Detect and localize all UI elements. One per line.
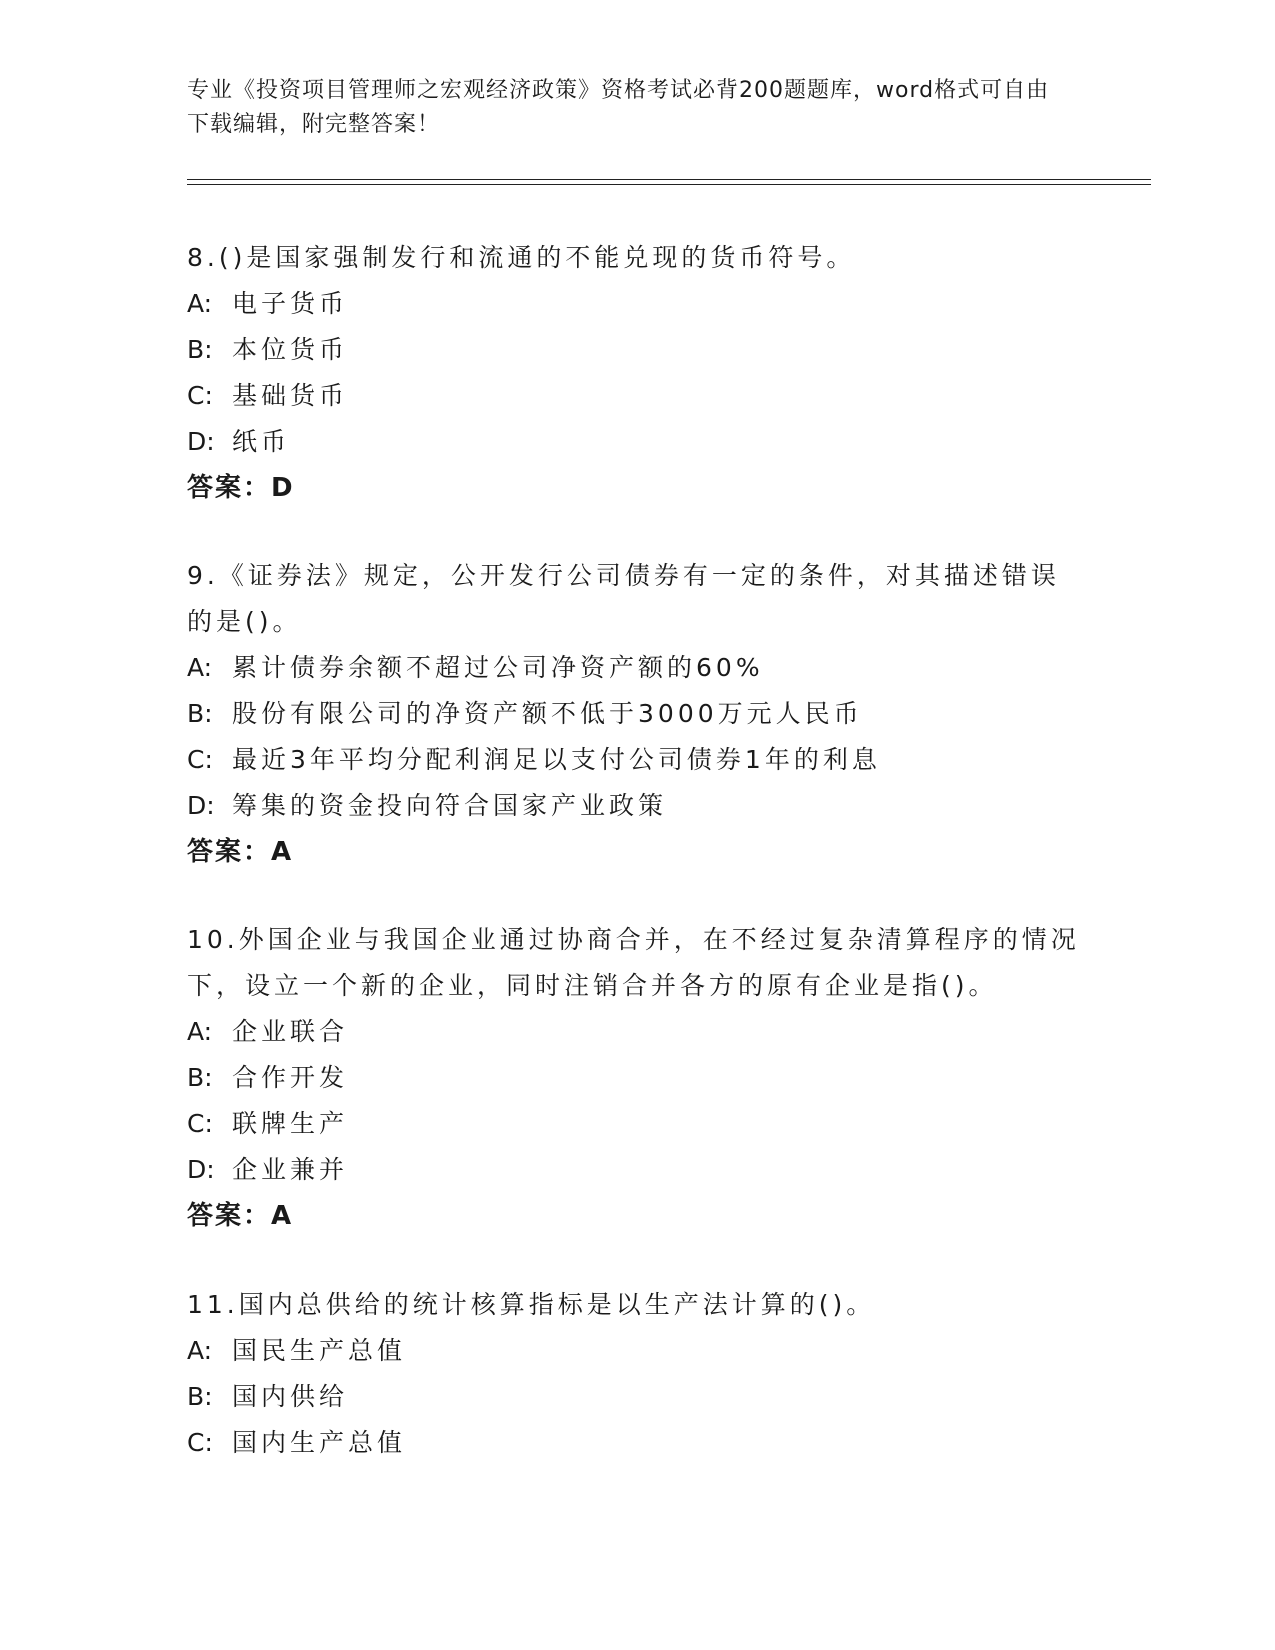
header-divider <box>187 179 1151 180</box>
option-d <box>187 1147 1087 1193</box>
option-c <box>187 373 1087 419</box>
option-letter: D: <box>187 427 215 456</box>
option-letter: B: <box>187 1063 213 1092</box>
document-header: 专业《投资项目管理师之宏观经济政策》资格考试必背200题题库，word格式可自由下载编辑，附完整答案！ <box>187 78 1050 137</box>
option-a <box>187 1009 1087 1055</box>
option-letter: D: <box>187 791 215 820</box>
option-letter: A: <box>187 1017 213 1046</box>
option-letter: A: <box>187 289 213 318</box>
option-b <box>187 691 1087 737</box>
option-d <box>187 419 1087 465</box>
option-text: 国内供给 <box>232 1382 349 1411</box>
option-text: 筹集的资金投向符合国家产业政策 <box>232 791 668 820</box>
option-text: 纸币 <box>232 427 291 456</box>
question-stem: 11.国内总供给的统计核算指标是以生产法计算的()。 <box>187 1290 876 1319</box>
question-stem: 8.()是国家强制发行和流通的不能兑现的货币符号。 <box>187 243 856 272</box>
option-a <box>187 281 1087 327</box>
option-letter: C: <box>187 1428 213 1457</box>
option-letter: C: <box>187 1109 213 1138</box>
option-text: 累计债券余额不超过公司净资产额的60% <box>232 653 764 682</box>
option-letter: B: <box>187 335 213 364</box>
option-letter: A: <box>187 653 213 682</box>
option-letter: D: <box>187 1155 215 1184</box>
option-text: 国民生产总值 <box>232 1336 407 1365</box>
option-c <box>187 1420 1087 1466</box>
question-item <box>187 553 1087 875</box>
option-text: 股份有限公司的净资产额不低于3000万元人民币 <box>232 699 863 728</box>
option-c <box>187 1101 1087 1147</box>
answer-line: 答案：D <box>187 473 295 503</box>
option-text: 基础货币 <box>232 381 349 410</box>
option-c <box>187 737 1087 783</box>
question-stem: 9.《证券法》规定，公开发行公司债券有一定的条件，对其描述错误的是()。 <box>187 561 1060 636</box>
option-b <box>187 327 1087 373</box>
option-text: 联牌生产 <box>232 1109 349 1138</box>
option-a <box>187 1328 1087 1374</box>
option-a <box>187 645 1087 691</box>
option-letter: B: <box>187 1382 213 1411</box>
option-text: 企业兼并 <box>232 1155 349 1184</box>
option-text: 本位货币 <box>232 335 349 364</box>
question-item <box>187 917 1087 1239</box>
question-item <box>187 1282 1087 1466</box>
question-item <box>187 235 1087 511</box>
option-letter: B: <box>187 699 213 728</box>
option-b <box>187 1374 1087 1420</box>
option-d <box>187 783 1087 829</box>
option-letter: A: <box>187 1336 213 1365</box>
header-divider <box>187 184 1151 185</box>
option-b <box>187 1055 1087 1101</box>
answer-line: 答案：A <box>187 837 294 867</box>
option-letter: C: <box>187 745 213 774</box>
option-letter: C: <box>187 381 213 410</box>
option-text: 国内生产总值 <box>232 1428 407 1457</box>
option-text: 企业联合 <box>232 1017 349 1046</box>
option-text: 电子货币 <box>232 289 349 318</box>
answer-line: 答案：A <box>187 1201 294 1231</box>
question-stem: 10.外国企业与我国企业通过协商合并，在不经过复杂清算程序的情况下，设立一个新的企业，同时注销合并各方的原有企业是指()。 <box>187 925 1080 1000</box>
option-text: 最近3年平均分配利润足以支付公司债券1年的利息 <box>232 745 881 774</box>
option-text: 合作开发 <box>232 1063 349 1092</box>
